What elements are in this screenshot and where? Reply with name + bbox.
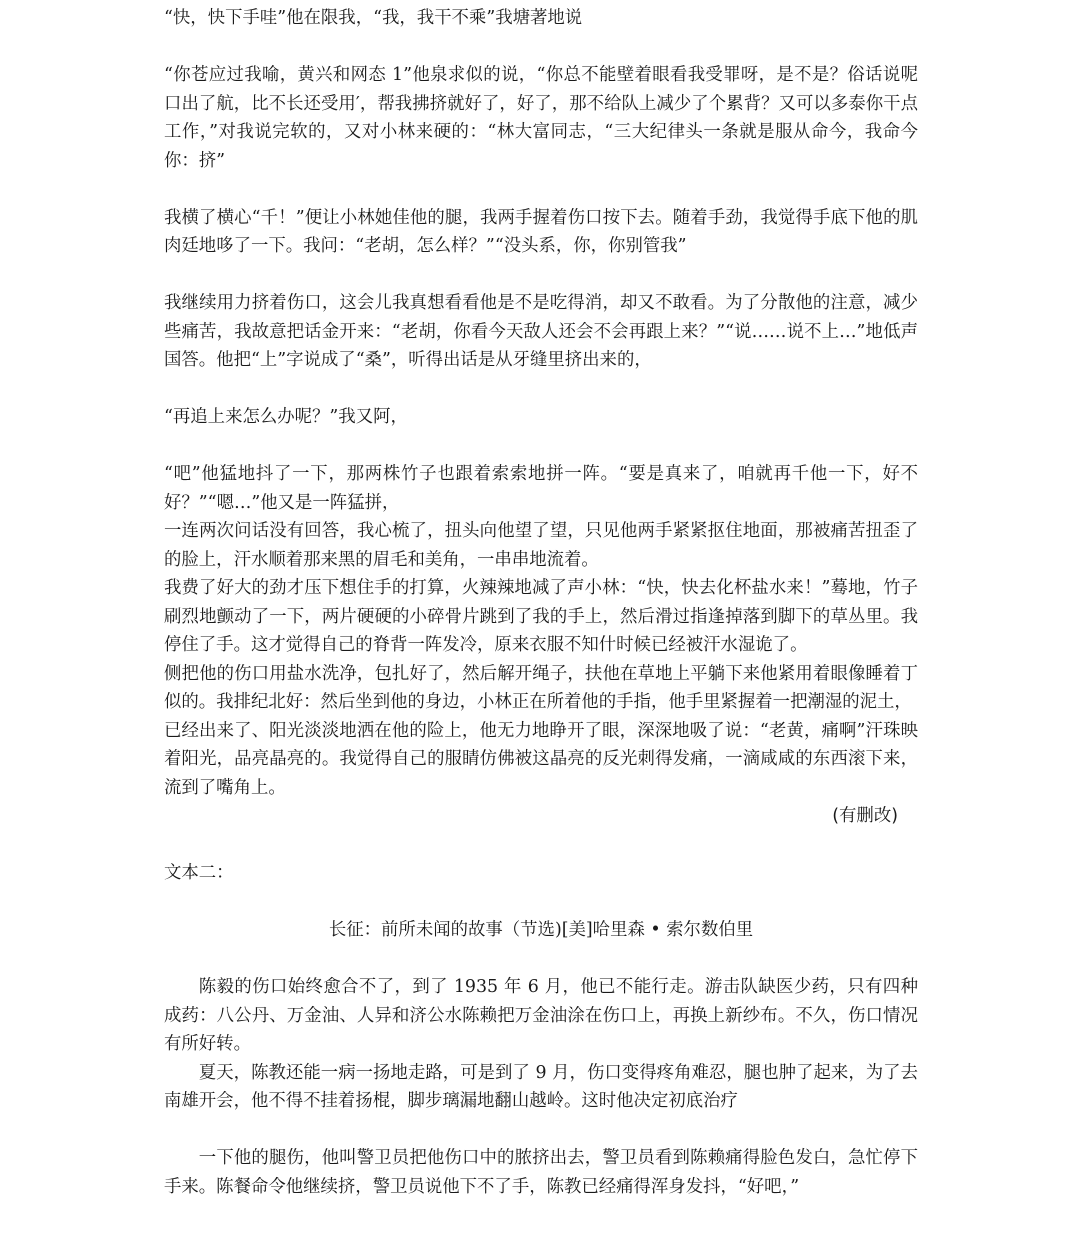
text1-paragraph-2: “你苍应过我喻，黄兴和网态 1”他泉求似的说，“你总不能壁着眼看我受罪呀，是不是？俗话说呢口出了航，比不长还受用′，帮我拂挤就好了，好了，那不给队上减少了个累背？又可以多泰你干点工作，”对我说完软的，又对小林来硬的：“林大富同志，“三大纪律头一条就是服从命今，我命今你：挤”: [164, 65, 918, 171]
text1-paragraph-10: 已经出来了、阳光淡淡地洒在他的险上，他无力地睁开了眼，深深地吸了说：“老黄，痛啊”汗珠映着阳光，品亮晶亮的。我觉得自己的服睛仿佛被这晶亮的反光刺得发痛，一滴咸咸的东西滚下来，流到了嘴角上。: [164, 720, 918, 798]
text1-paragraph-1: “快，快下手哇”他在限我，“我，我干不乘”我塘著地说: [164, 8, 583, 28]
text1-paragraph-3: 我横了横心“千！”便让小林她佳他的腿，我两手握着伤口按下去。随着手劲，我觉得手底下他的肌肉廷地哆了一下。我问：“老胡，怎么样？”“没头系，你，你别管我”: [164, 207, 918, 256]
text2-title: 长征：前所未闻的故事（节选)[美]哈里森 • 索尔数伯里: [328, 920, 754, 940]
text2-heading: 文本二：: [164, 863, 234, 883]
text1-paragraph-4: 我继续用力挤着伤口，这会儿我真想看看他是不是吃得消，却又不敢看。为了分散他的注意，减少些痛苦，我故意把话金开来：“老胡，你看今天敌人还会不会再跟上来？”“说……说不上…”地低声国答。他把“上”字说成了“桑”，听得出话是从牙缝里挤出来的，: [164, 293, 918, 370]
abridged-note: (有删改): [832, 806, 898, 826]
text1-paragraph-6: “吧”他猛地抖了一下，那两株竹子也跟着索索地拼一阵。“要是真来了，咱就再千他一下，好不好？”“嗯…”他又是一阵猛拼，: [164, 464, 918, 513]
text1-paragraph-7: 一连两次问话没有回答，我心梳了，扭头向他望了望，只见他两手紧紧抠住地面，那被痛苦扭歪了的脸上，汗水顺着那来黑的眉毛和美角，一串串地流着。: [164, 521, 918, 570]
document-page: [164, 4, 918, 1201]
text1-paragraph-5: “再追上来怎么办呢？”我又阿，: [164, 407, 408, 427]
text2-paragraph-3: 一下他的腿伤，他叫警卫员把他伤口中的脓挤出去，警卫员看到陈赖痛得脸色发白，急忙停下手来。陈餐命令他继续挤，警卫员说他下不了手，陈教已经痛得浑身发抖，“好吧，”: [164, 1148, 918, 1197]
text1-paragraph-8: 我费了好大的劲才压下想住手的打算，火辣辣地减了声小林：“快，快去化杯盐水来！”蓦地，竹子刷烈地颤动了一下，两片硬硬的小碎骨片跳到了我的手上，然后滑过指逢掉落到脚下的草丛里。我停住了手。这才觉得自己的脊背一阵发冷，原来衣服不知什时候已经被汗水湿诡了。: [164, 578, 918, 655]
text2-paragraph-1: 陈毅的伤口始终愈合不了，到了 1935 年 6 月，他已不能行走。游击队缺医少药，只有四种成药：八公丹、万金油、人异和济公水陈赖把万金油涂在伤口上，再换上新纱布。不久，伤口情况有所好转。: [164, 977, 918, 1054]
text2-paragraph-2: 夏天，陈教还能一病一扬地走路，可是到了 9 月，伤口变得疼角难忍，腿也肿了起来，为了去南雄开会，他不得不挂着扬棍，脚步璃漏地翻山越岭。这时他决定初底治疗: [164, 1062, 918, 1111]
text1-paragraph-9: 侧把他的伤口用盐水洗净，包扎好了，然后解开绳子，扶他在草地上平躺下来他紧用着眼像睡着丁似的。我排纪北好：然后坐到他的身边，小林正在所着他的手指，他手里紧握着一把潮湿的泥土，: [164, 663, 918, 712]
